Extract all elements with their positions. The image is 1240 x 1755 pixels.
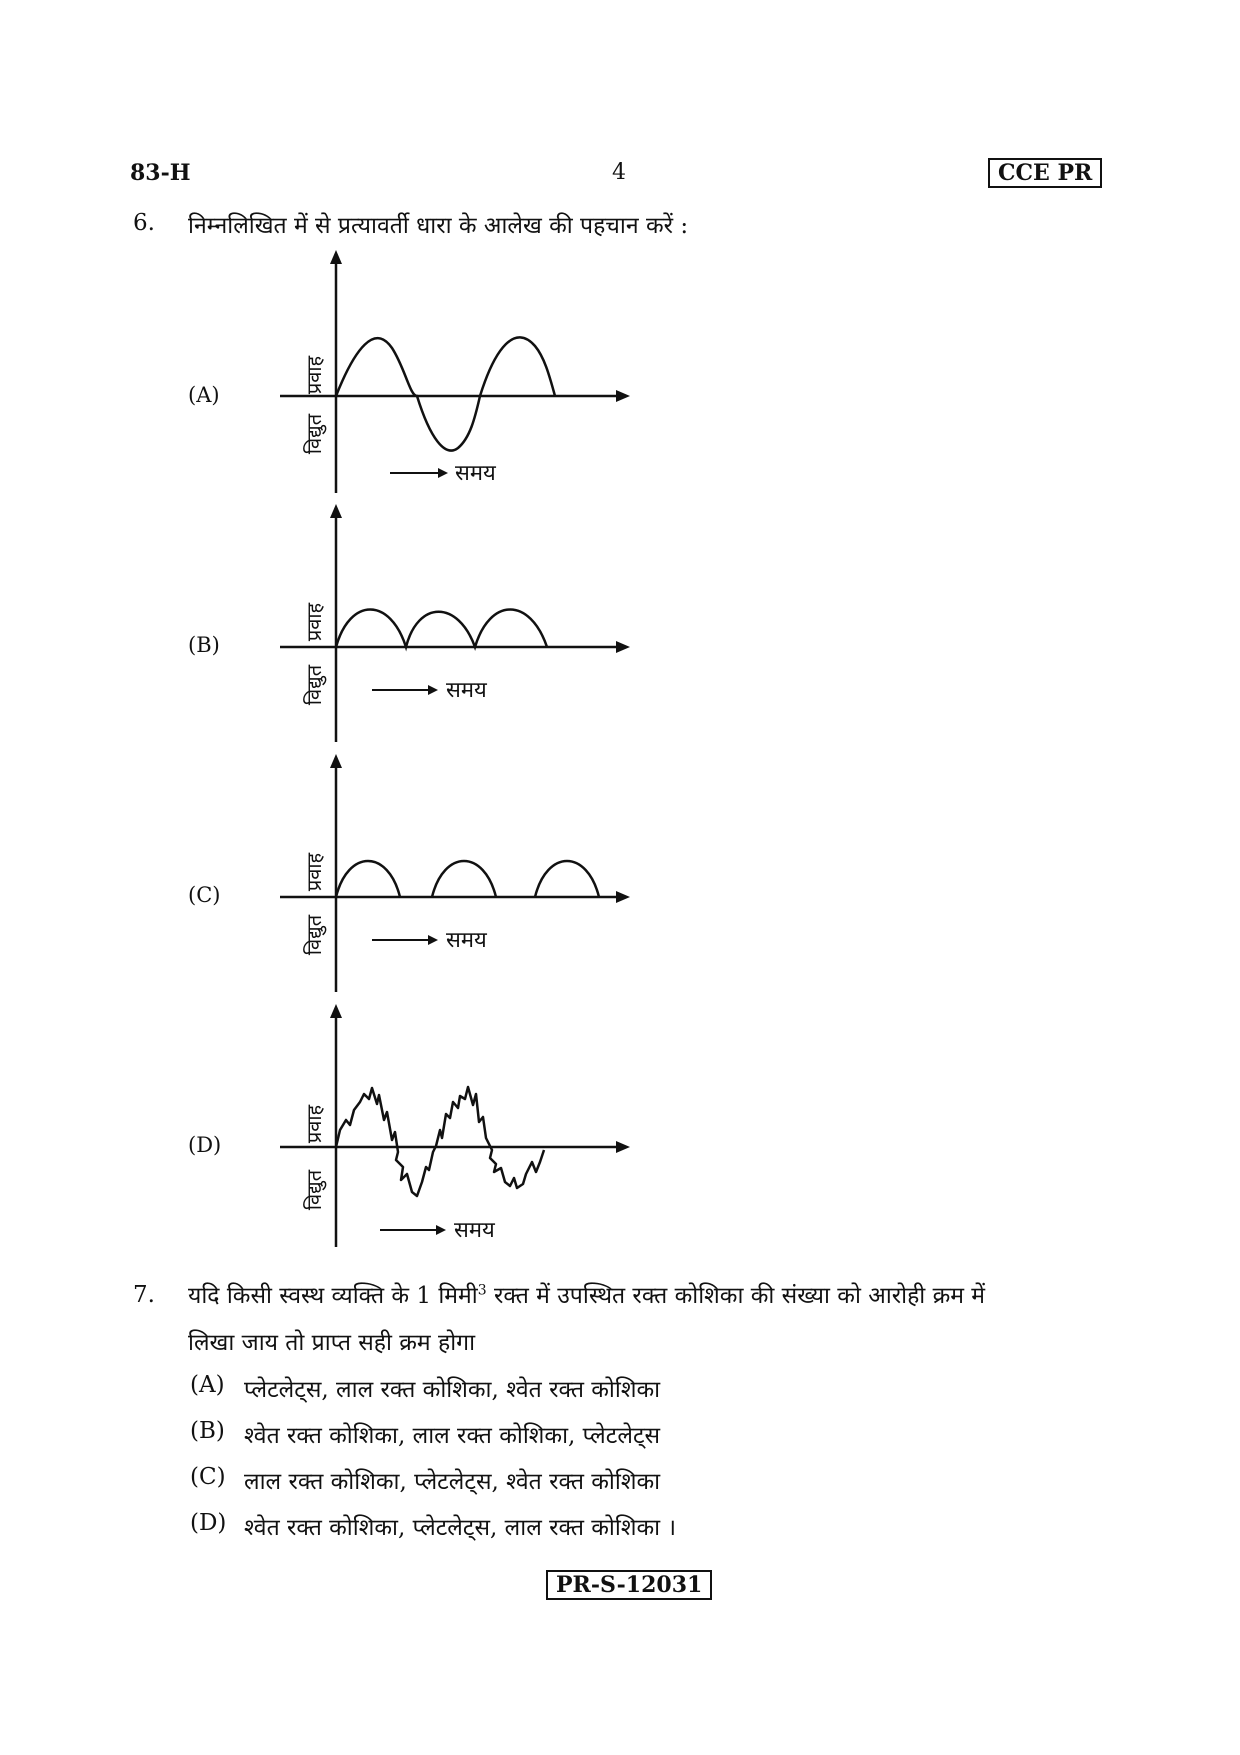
option-6b-label: (B) [188, 633, 220, 657]
graph-a [280, 248, 640, 498]
option-7c [190, 1464, 676, 1510]
graph-b-y-label-bottom: विद्युत [302, 664, 326, 706]
graph-d-time-arrow [380, 1225, 446, 1235]
graph-c-y-label-bottom: विद्युत [302, 914, 326, 956]
option-7b [190, 1418, 676, 1464]
option-7a-label: (A) [190, 1372, 225, 1398]
question-7-text-a: यदि किसी स्वस्थ व्यक्ति के 1 मिमी [188, 1283, 478, 1309]
graph-c [280, 752, 640, 997]
option-7b-text: श्वेत रक्त कोशिका, लाल रक्त कोशिका, प्लेटलेट्स [244, 1423, 661, 1449]
graph-a-axes [280, 250, 630, 493]
graph-d-axes [280, 1004, 630, 1247]
question-7-superscript: 3 [477, 1282, 487, 1299]
graph-a-time-arrow [390, 468, 448, 478]
option-6d-label: (D) [188, 1133, 222, 1157]
graph-c-x-label: समय [446, 928, 487, 953]
question-6-number: 6. [133, 210, 155, 236]
graph-d-curve [336, 1087, 544, 1196]
option-7d-text: श्वेत रक्त कोशिका, प्लेटलेट्स, लाल रक्त कोशिका । [244, 1515, 677, 1541]
question-7-number: 7. [133, 1282, 155, 1308]
graph-a-curve [336, 337, 555, 450]
question-7-text-line1 [188, 1278, 1108, 1310]
graph-c-curve [336, 861, 599, 897]
graph-c-time-arrow [372, 935, 438, 945]
option-6c-label: (C) [188, 883, 221, 907]
option-7b-label: (B) [190, 1418, 225, 1444]
option-7d [190, 1510, 676, 1556]
graph-b-x-label: समय [446, 678, 487, 703]
graph-b-y-label-top: प्रवाह [302, 602, 326, 642]
option-6a-label: (A) [188, 383, 220, 407]
option-7c-label: (C) [190, 1464, 226, 1490]
question-7-text-b: रक्त में उपस्थित रक्त कोशिका की संख्या को आरोही क्रम में [486, 1283, 986, 1309]
graph-c-axes [280, 754, 630, 992]
graph-c-y-label-top: प्रवाह [302, 852, 326, 892]
option-7a [190, 1372, 676, 1418]
graph-a-y-label-top: प्रवाह [302, 355, 326, 395]
footer-code-box: PR-S-12031 [546, 1570, 712, 1600]
question-7-options [190, 1372, 676, 1556]
graph-d-x-label: समय [454, 1218, 495, 1243]
option-7d-label: (D) [190, 1510, 227, 1536]
graph-d-y-label-bottom: विद्युत [302, 1169, 326, 1211]
option-7a-text: प्लेटलेट्स, लाल रक्त कोशिका, श्वेत रक्त कोशिका [244, 1377, 661, 1403]
graph-d [280, 1002, 640, 1252]
graph-b [280, 502, 640, 747]
paper-code: 83-H [130, 160, 191, 186]
question-7-text-line2: लिखा जाय तो प्राप्त सही क्रम होगा [188, 1330, 476, 1356]
graph-a-x-label: समय [455, 461, 496, 486]
option-7c-text: लाल रक्त कोशिका, प्लेटलेट्स, श्वेत रक्त कोशिका [244, 1469, 661, 1495]
series-code-box: CCE PR [988, 158, 1102, 188]
page-number: 4 [612, 160, 626, 185]
graph-b-time-arrow [372, 685, 438, 695]
question-6-text: निम्नलिखित में से प्रत्यावर्ती धारा के आलेख की पहचान करें : [188, 213, 689, 239]
graph-b-axes [280, 504, 630, 742]
graph-a-y-label-bottom: विद्युत [302, 413, 326, 455]
graph-b-curve [336, 610, 547, 648]
graph-d-y-label-top: प्रवाह [302, 1104, 326, 1144]
